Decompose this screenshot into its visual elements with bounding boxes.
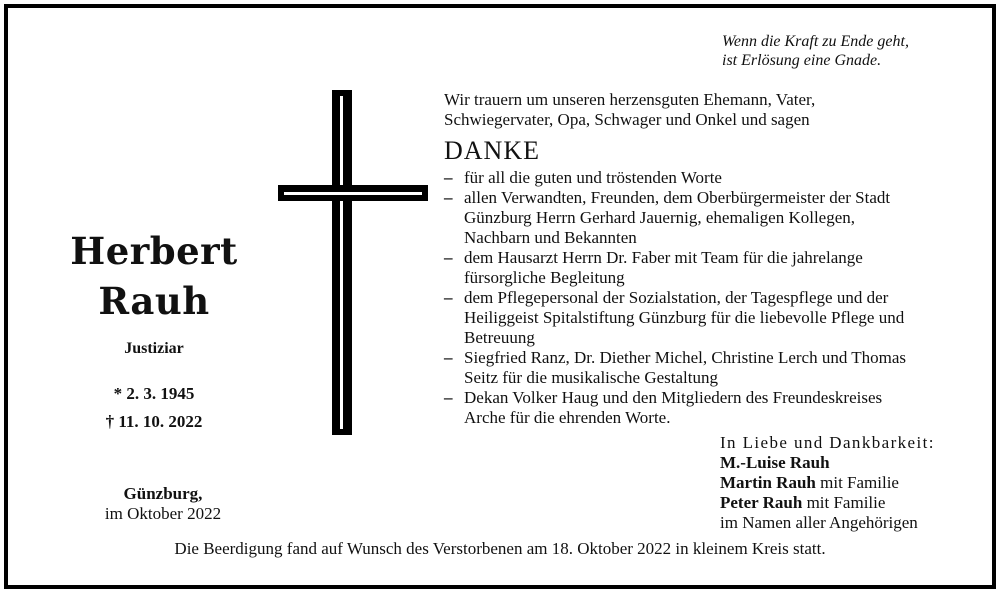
thanks-line: Betreuung <box>464 328 535 347</box>
thanks-line: Günzburg Herrn Gerhard Jauernig, ehemaligen Kollegen, <box>464 208 856 227</box>
intro-line-1: Wir trauern um unseren herzensguten Ehemann, Vater, <box>444 90 816 109</box>
mourner-2-suffix: mit Familie <box>815 473 899 492</box>
thanks-item <box>444 248 984 288</box>
place-date: im Oktober 2022 <box>104 504 222 523</box>
thanks-line: dem Pflegepersonal der Sozialstation, der Tagespflege und der <box>464 288 889 307</box>
birth-date: * 2. 3. 1945 <box>113 384 195 403</box>
place-and-date <box>68 484 258 524</box>
dash-icon: – <box>444 248 453 267</box>
cross-icon <box>278 90 428 435</box>
funeral-note: Die Beerdigung fand auf Wunsch des Verstorbenen am 18. Oktober 2022 in kleinem Kreis statt. <box>174 539 826 558</box>
mourner-3 <box>720 493 990 513</box>
thanks-line: allen Verwandten, Freunden, dem Oberbürgermeister der Stadt <box>464 188 891 207</box>
place-city: Günzburg, <box>123 484 203 503</box>
thanks-line: dem Hausarzt Herrn Dr. Faber mit Team für die jahrelange <box>464 248 863 267</box>
thanks-item <box>444 168 984 188</box>
intro-line-2: Schwiegervater, Opa, Schwager und Onkel und sagen <box>444 110 810 129</box>
thanks-line: Heiliggeist Spitalstiftung Günzburg für die liebevolle Pflege und <box>464 308 905 327</box>
mourner-1 <box>720 453 990 473</box>
thanks-line: Siegfried Ranz, Dr. Diether Michel, Christine Lerch und Thomas <box>464 348 907 367</box>
dash-icon: – <box>444 348 453 367</box>
signature-block <box>720 433 990 533</box>
thanks-item <box>444 348 984 388</box>
mourner-2 <box>720 473 990 493</box>
thanks-line: Dekan Volker Haug und den Mitgliedern des Freundeskreises <box>464 388 883 407</box>
dash-icon: – <box>444 168 453 187</box>
thanks-line: Arche für die ehrenden Worte. <box>464 408 671 427</box>
signature-greeting: In Liebe und Dankbarkeit: <box>720 433 935 452</box>
death-date: † 11. 10. 2022 <box>105 412 203 431</box>
thanks-line: Nachbarn und Bekannten <box>464 228 637 247</box>
dash-icon: – <box>444 388 453 407</box>
mourner-3-name: Peter Rauh <box>720 493 803 512</box>
mourner-1-name: M.-Luise Rauh <box>720 453 830 472</box>
motto-quote <box>722 32 962 70</box>
mourner-2-name: Martin Rauh <box>720 473 816 492</box>
dash-icon: – <box>444 288 453 307</box>
thanks-line: fürsorgliche Begleitung <box>464 268 625 287</box>
motto-line-2: ist Erlösung eine Gnade. <box>722 52 882 69</box>
deceased-last-name: Rauh <box>98 279 210 323</box>
danke-heading: DANKE <box>444 136 540 165</box>
deceased-first-name: Herbert <box>70 229 238 273</box>
obituary-notice <box>4 4 996 589</box>
intro-text <box>444 90 944 130</box>
thanks-item <box>444 288 984 348</box>
motto-line-1: Wenn die Kraft zu Ende geht, <box>722 33 909 50</box>
deceased-info <box>68 226 240 436</box>
life-dates <box>68 380 240 436</box>
thanks-item <box>444 388 984 428</box>
deceased-profession: Justiziar <box>124 340 184 357</box>
thanks-list <box>444 168 984 428</box>
mourner-3-suffix: mit Familie <box>802 493 886 512</box>
thanks-item <box>444 188 984 248</box>
signature-closing: im Namen aller Angehörigen <box>720 513 918 532</box>
thanks-line: Seitz für die musikalische Gestaltung <box>464 368 718 387</box>
dash-icon: – <box>444 188 453 207</box>
thanks-line: für all die guten und tröstenden Worte <box>464 168 722 187</box>
